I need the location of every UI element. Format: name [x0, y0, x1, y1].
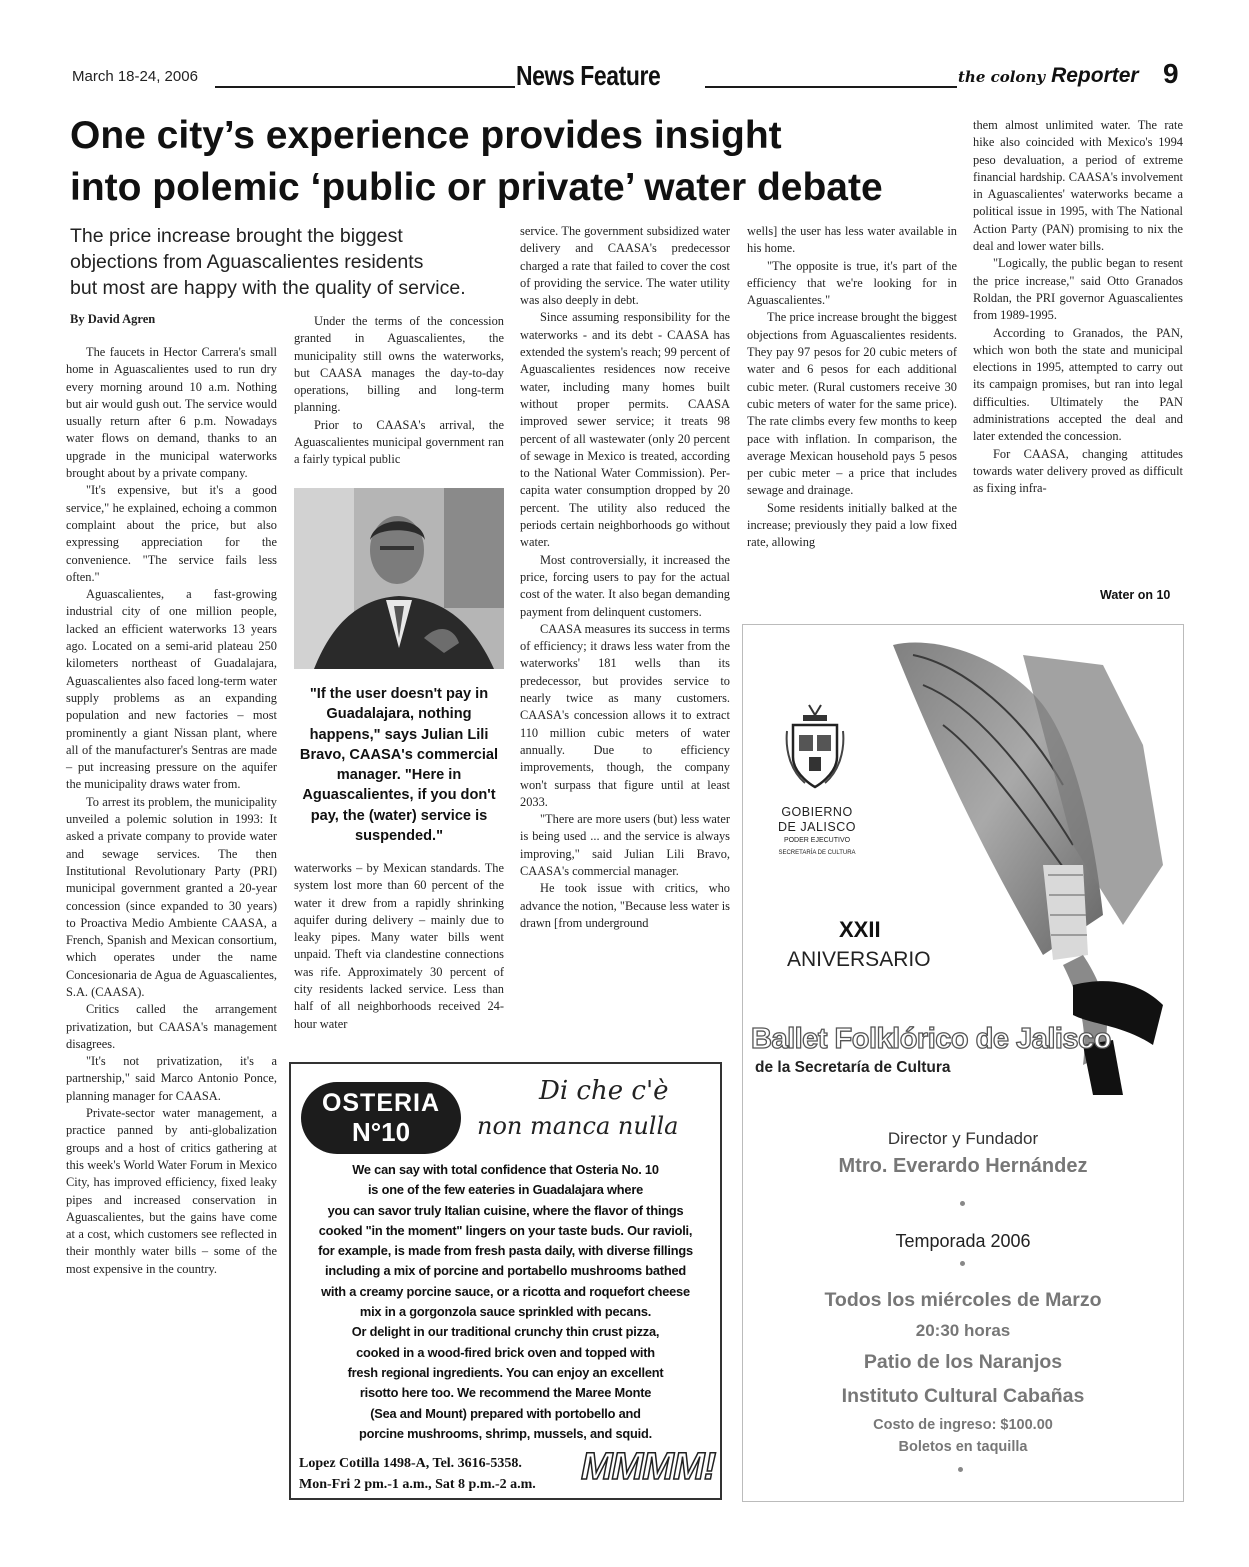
- osteria-body-line: is one of the few eateries in Guadalajara where: [367, 1182, 644, 1198]
- director-name: Mtro. Everardo Hernández: [838, 1155, 1088, 1177]
- osteria-script-1: Di che c'è: [539, 1076, 669, 1106]
- col2-paragraph: waterworks – by Mexican standards. The system lost more than 60 percent of the water it drew from a rapidly shrinking aquifer during delivery – mainly due to leaky pipes. Many water bills went unpaid. Theft via clandestine connections was rife. Approximately 30 percent of city residents lacked service. Less than half of all neighborhoods received 24-hour water: [294, 861, 504, 1031]
- photo-portrait-illustration: [294, 488, 504, 669]
- osteria-body-line: for example, is made from fresh pasta daily, with diverse fillings: [318, 1243, 693, 1259]
- venue-line-1: Patio de los Naranjos: [863, 1351, 1063, 1373]
- ballet-ad: [742, 624, 1184, 1502]
- col3-paragraph: Most controversially, it increased the price, forcing users to pay for the actual cost of the water. It also began demanding payment from delinquent customers.: [520, 552, 730, 619]
- gov-line-4: SECRETARÍA DE CULTURA: [778, 850, 856, 856]
- osteria-script-2: non manca nulla: [477, 1112, 679, 1140]
- schedule-days: Todos los miércoles de Marzo: [824, 1289, 1102, 1311]
- col5-paragraph: "Logically, the public began to resent the price increase," said Otto Granados Roldan, the PRI governor Aguascalientes from 1989-1995.: [973, 256, 1183, 323]
- col1-paragraph: The faucets in Hector Carrera's small home in Aguascalientes used to run dry every morning around 10 a.m. Nothing but air would gush out. The service would usually return after 6 p.m. Nowadays water flows on demand, thanks to an upgrade in the municipal waterworks brought about by a private company.: [66, 345, 277, 481]
- osteria-body-line: risotto here too. We recommend the Maree Monte: [359, 1385, 652, 1401]
- deck-line-3: but most are happy with the quality of service.: [70, 277, 466, 299]
- header-rule-right: [705, 86, 957, 88]
- anniversary-number: XXII: [839, 917, 881, 942]
- osteria-body: [295, 1160, 716, 1444]
- col1-paragraph: To arrest its problem, the municipality unveiled a polemic solution in 1993: It asked a private company to provide water and sewage services. The then Institutional Revolutionary Party (PRI) municipal government granted a 20-year concession (since expanded to 30 years) to Proactiva Medio Ambiente CAASA, a French, Spanish and Mexican consortium, which operates under the name Concesionaria de Agua de Aguascalientes, S.A. (CAASA).: [66, 794, 277, 999]
- masthead-name: Reporter: [1051, 64, 1139, 87]
- byline: By David Agren: [70, 312, 156, 326]
- osteria-body-line: Or delight in our traditional crunchy thin crust pizza,: [351, 1324, 660, 1340]
- col1-paragraph: "It's not privatization, it's a partnership," said Marco Antonio Ponce, planning manager for CAASA.: [66, 1054, 277, 1103]
- article-col-3: [520, 223, 730, 932]
- ballet-subtitle: de la Secretaría de Cultura: [755, 1059, 951, 1076]
- osteria-body-line: porcine mushrooms, shrimp, mussels, and squid.: [358, 1425, 652, 1441]
- osteria-body-line: you can savor truly Italian cuisine, where the flavor of things: [327, 1202, 684, 1218]
- deck-line-2: objections from Aguascalientes residents: [70, 251, 424, 273]
- col4-paragraph: The price increase brought the biggest objections from Aguascalientes residents. They pay 97 pesos for 20 cubic meters of water and 6 pesos for each additional cubic meter. (Rural customers receive 30 cubic meters of water for the same price). The rate climbs every few months to keep pace with inflation. In comparison, the average Mexican household pays 5 pesos per cubic meter – a price that includes sewage and drainage.: [747, 310, 957, 498]
- article-col-1: [66, 344, 277, 1278]
- headline-line-2: into polemic ‘public or private’ water debate: [70, 166, 883, 209]
- ticket-office: Boletos en taquilla: [898, 1439, 1028, 1455]
- col5-paragraph: According to Granados, the PAN, which won both the state and municipal elections in 1995, attempted to carry out its campaign promises, but ran into legal difficulties. Ultimately the PAN administrations accepted the deal and later extended the concession.: [973, 325, 1183, 444]
- jalisco-coat-of-arms-icon: [785, 701, 845, 793]
- col1-paragraph: Aguascalientes, a fast-growing industrial city of one million people, lacked an efficient waterworks 13 years ago. Located on a semi-arid plateau 250 kilometers northeast of Guadalajara, Aguascalientes also faced long-term water supply problems as an expanding population and new factories – most prominently a giant Nissan plant, where all of the manufacturer's Sentras are made – put increasing pressure on the aquifer the municipality draws water from.: [66, 587, 277, 792]
- jump-line[interactable]: Water on 10: [1100, 588, 1171, 602]
- col2-paragraph: Under the terms of the concession granted in Aguascalientes, the municipality still owns the waterworks, but CAASA manages the day-to-day operations, billing and long-term planning.: [294, 314, 504, 415]
- bullet-dot: [960, 1201, 965, 1206]
- osteria-body-line: mix in a gorgonzola sauce sprinkled with pecans.: [359, 1304, 652, 1320]
- deck: [70, 223, 520, 301]
- page-number: 9: [1163, 58, 1179, 89]
- osteria-hours: Mon-Fri 2 pm.-1 a.m., Sat 8 p.m.-2 a.m.: [299, 1477, 536, 1492]
- schedule-time: 20:30 horas: [915, 1321, 1011, 1340]
- article-col-2-bottom: [294, 860, 504, 1033]
- gov-line-1: GOBIERNO: [781, 805, 853, 819]
- osteria-body-line: cooked "in the moment" lingers on your taste buds. Our ravioli,: [318, 1222, 693, 1238]
- headline-line-1: One city’s experience provides insight: [70, 114, 782, 157]
- col3-paragraph: service. The government subsidized water delivery and CAASA's predecessor charged a rate that failed to cover the cost of providing the service. The water utility was also deeply in debt.: [520, 224, 730, 308]
- col2-paragraph: Prior to CAASA's arrival, the Aguascalientes municipal government ran a fairly typical public: [294, 417, 504, 467]
- section-title: News Feature: [516, 60, 661, 91]
- bullet-dot: [960, 1261, 965, 1266]
- col1-paragraph: Private-sector water management, a practice panned by anti-globalization groups and a host of critics gathering at this week's World Water Forum in Mexico City, has improved efficiency, fixed leaky pipes and increased conservation in Aguascalientes, but the gains have come at a cost, which customers see reflected in their monthly water bills – some of the most expensive in the country.: [66, 1106, 277, 1276]
- pull-quote: "If the user doesn't pay in Guadalajara, nothing happens," says Julian Lili Bravo, CAASA's commercial manager. "Here in Aguascalientes, if you don't pay, the (water) service is suspended.": [299, 686, 499, 845]
- osteria-ad: [289, 1062, 722, 1500]
- col1-paragraph: Critics called the arrangement privatization, but CAASA's management disagrees.: [66, 1002, 277, 1051]
- article-col-2-top: [294, 313, 504, 469]
- article-col-5: [973, 117, 1183, 498]
- header-rule-left: [215, 86, 515, 88]
- deck-line-1: The price increase brought the biggest: [70, 225, 403, 247]
- bullet-dot: [958, 1467, 963, 1472]
- masthead-brand: [958, 64, 1139, 88]
- gov-jalisco-logo: [757, 805, 877, 860]
- osteria-address: Lopez Cotilla 1498-A, Tel. 3616-5358.: [299, 1456, 522, 1471]
- gov-line-3: PODER EJECUTIVO: [783, 837, 851, 844]
- masthead-prefix: the colony: [958, 68, 1046, 86]
- col3-paragraph: He took issue with critics, who advance the notion, "Because less water is drawn [from underground: [520, 881, 730, 930]
- osteria-badge-name: OSTERIA: [321, 1089, 441, 1117]
- osteria-body-line: with a creamy porcine sauce, or a ricotta and roquefort cheese: [321, 1283, 690, 1299]
- col3-paragraph: Since assuming responsibility for the waterworks - and its debt - CAASA has extended the system's reach; 99 percent of Aguascalientes residences now receive water, including many homes built without proper permits. CAASA improved sewer service; it treats 98 percent of all wastewater (only 20 percent of sewage in Mexico is treated, according to the National Water Commission). Per-capita water consumption dropped by 20 percent. The utility also reduced the periods certain neighborhoods go without water.: [520, 310, 730, 550]
- ballet-title: Ballet Folklórico de Jalisco: [751, 1023, 1111, 1055]
- osteria-body-line: (Sea and Mount) prepared with portobello and: [370, 1405, 641, 1421]
- col5-paragraph: them almost unlimited water. The rate hike also coincided with Mexico's 1994 peso devaluation, a period of extreme financial hardship. CAASA's involvement in Aguascalientes' waterworks became a political issue in 1995, with The National Action Party (PAN) promising to nix the deal and lower water bills.: [973, 118, 1183, 254]
- osteria-body-line: We can say with total confidence that Osteria No. 10: [352, 1162, 659, 1177]
- osteria-badge-number: N°10: [351, 1117, 411, 1147]
- col4-paragraph: wells] the user has less water available in his home.: [747, 224, 957, 256]
- osteria-badge: [301, 1082, 461, 1154]
- director-label: Director y Fundador: [887, 1129, 1039, 1148]
- season: Temporada 2006: [895, 1231, 1031, 1251]
- osteria-body-line: including a mix of porcine and portabello mushrooms bathed: [325, 1263, 686, 1279]
- col3-paragraph: "There are more users (but) less water is being used ... and the service is always improving," said Julian Lili Bravo, CAASA's commercial manager.: [520, 812, 730, 878]
- col5-paragraph: For CAASA, changing attitudes towards water delivery proved as difficult as fixing infra-: [973, 446, 1183, 496]
- col4-paragraph: "The opposite is true, it's part of the efficiency that we're looking for in Aguascalientes.": [747, 258, 957, 308]
- col1-paragraph: "It's expensive, but it's a good service," he explained, echoing a common complaint about the price, but also expressing appreciation for the convenience. "The service fails less often.": [66, 483, 277, 584]
- issue-date: March 18-24, 2006: [72, 68, 198, 85]
- col3-paragraph: CAASA measures its success in terms of efficiency; it draws less water from the waterworks' 181 wells than its predecessor, but provides service to nearly twice as many customers. CAASA's concession allows it to extract 110 million cubic meters of water annually. Due to efficiency improvements, though, the company won't surpass that figure until at least 2033.: [520, 621, 730, 809]
- headline: [70, 110, 960, 214]
- col4-paragraph: Some residents initially balked at the increase; previously they paid a low fixed rate, allowing: [747, 500, 957, 550]
- article-col-4: [747, 223, 957, 552]
- photo-julian-lili-bravo: [294, 488, 504, 669]
- osteria-tagline: MMMM!: [581, 1446, 716, 1488]
- osteria-body-line: fresh regional ingredients. You can enjoy an excellent: [347, 1364, 664, 1380]
- gov-line-2: DE JALISCO: [778, 820, 856, 834]
- anniversary-word: ANIVERSARIO: [787, 948, 931, 971]
- venue-line-2: Instituto Cultural Cabañas: [841, 1385, 1085, 1407]
- ticket-cost: Costo de ingreso: $100.00: [873, 1417, 1053, 1433]
- osteria-body-line: cooked in a wood-fired brick oven and topped with: [356, 1344, 655, 1360]
